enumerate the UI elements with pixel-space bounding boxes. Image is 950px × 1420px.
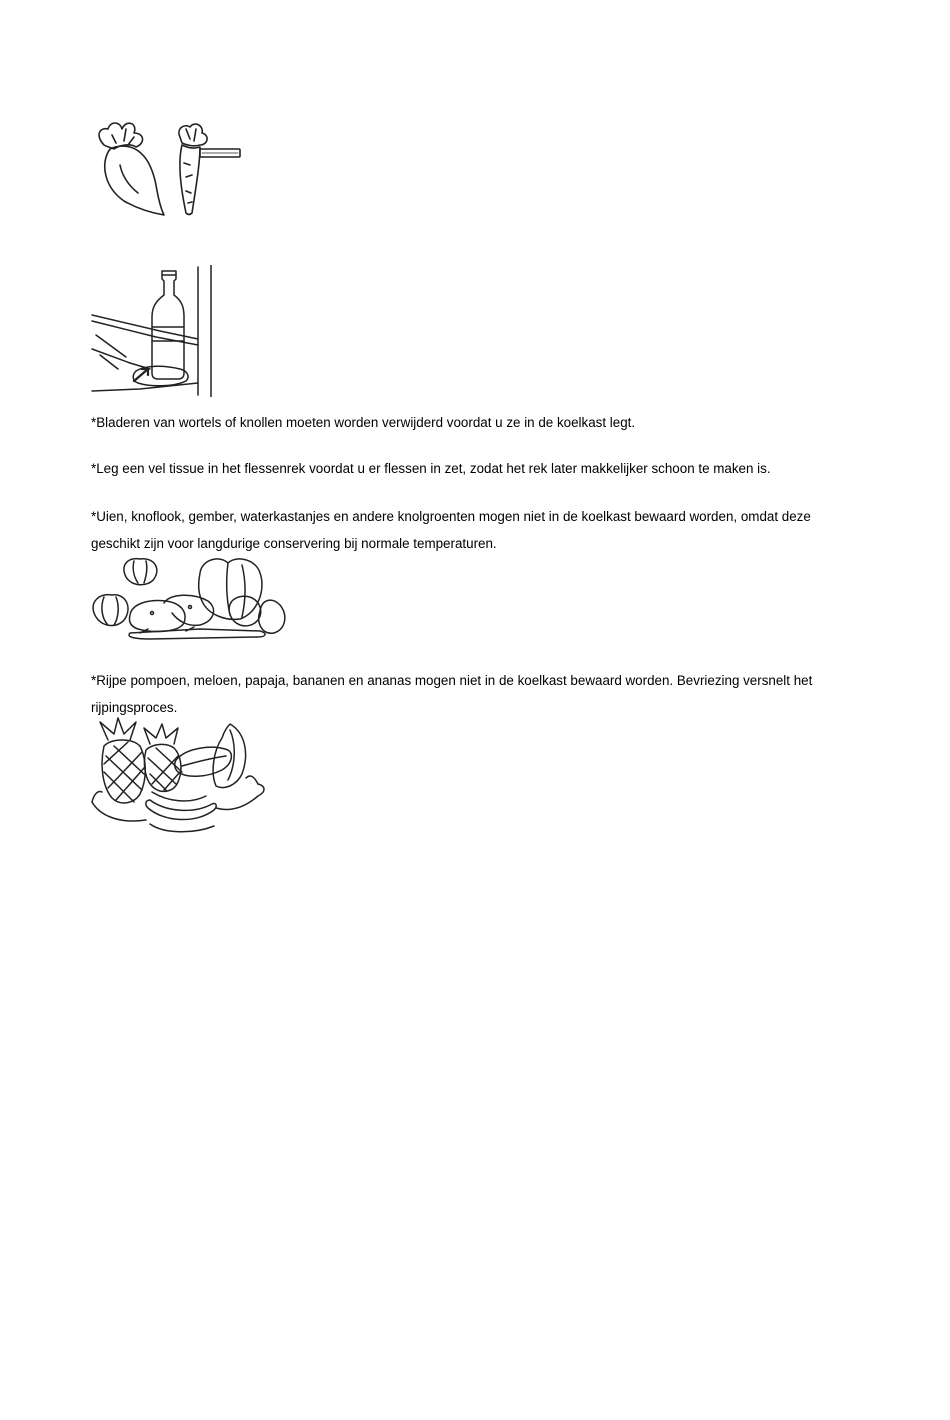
bottle-shelf-illustration <box>90 265 216 397</box>
instruction-leaves: *Bladeren van wortels of knollen moeten worden verwijderd voordat u ze in de koelkast legt. <box>91 415 636 430</box>
instruction-root-vegetables: *Uien, knoflook, gember, waterkastanjes en andere knolgroenten mogen niet in de koelkast bewaard worden, omdat deze geschikt zijn voor langdurige conservering bij normale temperaturen. <box>91 509 811 551</box>
root-vegetables-illustration <box>90 115 242 217</box>
tropical-fruit-illustration <box>90 716 266 836</box>
instruction-tissue: *Leg een vel tissue in het flessenrek voordat u er flessen in zet, zodat het rek later makkelijker schoon te maken is. <box>91 461 771 476</box>
instruction-tropical-fruit: *Rijpe pompoen, meloen, papaja, bananen en ananas mogen niet in de koelkast bewaard worden. Bevriezing versnelt het rijpingsproces. <box>91 673 813 715</box>
onions-potatoes-illustration <box>90 553 288 641</box>
